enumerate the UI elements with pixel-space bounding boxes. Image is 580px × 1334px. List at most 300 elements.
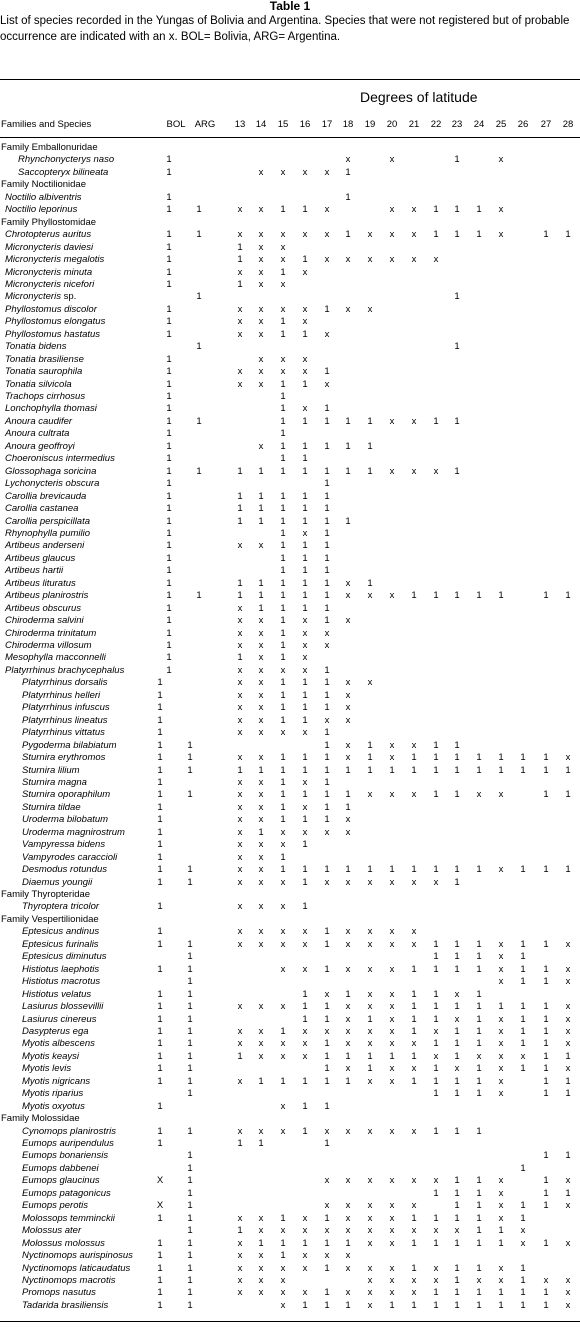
table-cell: x — [237, 316, 243, 328]
top-rule — [0, 79, 580, 80]
table-cell: 1 — [411, 1237, 417, 1249]
table-cell: 1 — [411, 590, 417, 602]
table-cell: 1 — [237, 278, 243, 290]
table-cell: x — [367, 1225, 373, 1237]
table-cell: 1 — [324, 689, 330, 701]
table-cell: x — [324, 1125, 330, 1137]
table-cell: 1 — [166, 590, 172, 602]
table-cell: 1 — [157, 1050, 163, 1062]
table-cell: x — [411, 1038, 417, 1050]
table-row — [0, 1150, 580, 1162]
table-cell: x — [498, 204, 504, 216]
table-cell: 1 — [411, 1212, 417, 1224]
table-cell: 1 — [280, 615, 286, 627]
table-row — [0, 1088, 580, 1100]
table-cell: 1 — [237, 490, 243, 502]
table-cell: x — [345, 615, 351, 627]
species-name — [5, 590, 88, 602]
column-header: 15 — [277, 119, 289, 130]
table-cell: x — [389, 1038, 395, 1050]
species-binomial: Platyrrhinus dorsalis — [22, 677, 108, 689]
table-cell: x — [454, 1063, 460, 1075]
table-cell: 1 — [520, 1025, 526, 1037]
table-cell: 1 — [157, 876, 163, 888]
table-row — [0, 279, 580, 291]
table-cell: x — [237, 1075, 243, 1087]
table-cell: x — [302, 926, 308, 938]
species-binomial: Micronycteris nicefori — [5, 278, 95, 290]
table-cell: 1 — [237, 1050, 243, 1062]
table-cell: 1 — [411, 1025, 417, 1037]
table-cell: 1 — [454, 1050, 460, 1062]
table-cell: 1 — [280, 602, 286, 614]
table-cell: x — [345, 254, 351, 266]
table-cell: x — [345, 752, 351, 764]
column-header: ARG — [194, 119, 216, 130]
table-cell: x — [565, 938, 571, 950]
table-cell: 1 — [520, 963, 526, 975]
species-name — [5, 516, 90, 528]
table-cell: 1 — [543, 1237, 549, 1249]
table-cell: 1 — [280, 1075, 286, 1087]
table-cell: 1 — [302, 1125, 308, 1137]
table-cell: x — [302, 316, 308, 328]
table-cell: 1 — [157, 1262, 163, 1274]
species-name — [22, 1063, 71, 1075]
table-cell: 1 — [166, 266, 172, 278]
species-name — [22, 1001, 103, 1013]
table-cell: 1 — [324, 1038, 330, 1050]
table-cell: x — [367, 1038, 373, 1050]
table-cell: 1 — [302, 1299, 308, 1311]
table-cell: 1 — [454, 963, 460, 975]
table-cell: 1 — [280, 540, 286, 552]
table-cell: 1 — [166, 316, 172, 328]
table-cell: x — [389, 1175, 395, 1187]
table-cell: 1 — [324, 739, 330, 751]
table-cell: 1 — [258, 1138, 264, 1149]
table-cell: 1 — [157, 727, 163, 739]
table-cell: 1 — [280, 503, 286, 515]
species-binomial: Nyctinomops laticaudatus — [22, 1262, 131, 1274]
table-cell: x — [389, 1200, 395, 1212]
table-row — [0, 154, 580, 166]
table-cell: x — [367, 590, 373, 602]
table-row — [0, 1175, 580, 1187]
table-cell: 1 — [433, 1287, 439, 1299]
table-cell: 1 — [543, 789, 549, 801]
table-cell: 1 — [345, 1050, 351, 1062]
table-cell: 1 — [324, 503, 330, 515]
species-name — [22, 939, 99, 951]
table-cell: 1 — [302, 590, 308, 602]
table-cell: 1 — [302, 565, 308, 577]
table-cell: 1 — [565, 1050, 571, 1062]
species-name — [5, 366, 82, 378]
table-cell: 1 — [476, 1287, 482, 1299]
table-cell: x — [258, 229, 264, 241]
table-cell: x — [543, 1274, 549, 1286]
table-row — [0, 453, 580, 465]
column-header: 25 — [495, 119, 507, 130]
table-cell: 1 — [196, 465, 202, 477]
table-cell: x — [280, 901, 286, 913]
table-cell: x — [411, 876, 417, 888]
species-name — [22, 1150, 108, 1162]
table-cell: 1 — [520, 864, 526, 876]
table-cell: 1 — [520, 976, 526, 988]
table-cell: x — [345, 303, 351, 315]
table-cell: 1 — [367, 465, 373, 477]
table-cell: x — [367, 1274, 373, 1286]
table-row — [0, 715, 580, 727]
table-cell: 1 — [157, 851, 163, 863]
species-name — [22, 1138, 114, 1150]
table-row — [0, 391, 580, 403]
species-binomial: Anoura caudifer — [5, 415, 73, 427]
table-cell: 1 — [324, 1063, 330, 1075]
table-cell: 1 — [543, 1088, 549, 1100]
table-row — [0, 1051, 580, 1063]
table-cell: 1 — [565, 229, 571, 241]
species-name — [22, 814, 108, 826]
table-cell: X — [156, 1200, 164, 1212]
table-cell: x — [565, 1013, 571, 1025]
table-cell: x — [367, 1001, 373, 1013]
table-cell: x — [324, 876, 330, 888]
table-cell: x — [237, 366, 243, 378]
table-cell: 1 — [498, 764, 504, 776]
table-cell: 1 — [367, 415, 373, 427]
species-binomial: Platyrrhinus infuscus — [22, 702, 110, 714]
species-binomial: Trachops cirrhosus — [5, 391, 86, 402]
table-cell: 1 — [324, 440, 330, 452]
table-cell: x — [302, 640, 308, 651]
table-cell: 1 — [302, 789, 308, 801]
table-cell: 1 — [187, 1150, 193, 1162]
table-cell: x — [345, 1001, 351, 1013]
table-cell: x — [498, 1038, 504, 1050]
table-cell: x — [345, 677, 351, 689]
table-cell: 1 — [187, 1075, 193, 1087]
species-binomial: Sturnira oporaphilum — [22, 789, 111, 801]
table-cell: 1 — [324, 490, 330, 502]
family-name: Family Thyropteridae — [1, 889, 91, 900]
table-cell: 1 — [411, 963, 417, 975]
table-cell: 1 — [543, 938, 549, 950]
table-cell: x — [237, 801, 243, 813]
table-cell: 1 — [520, 1274, 526, 1286]
table-row — [0, 752, 580, 764]
table-cell: 1 — [411, 1050, 417, 1062]
table-cell: 1 — [187, 752, 193, 764]
species-binomial: Carollia perspicillata — [5, 515, 91, 527]
table-cell: 1 — [302, 864, 308, 876]
species-binomial: Phyllostomus discolor — [5, 303, 97, 315]
table-cell: 1 — [454, 1237, 460, 1249]
species-binomial: Histiotus macrotus — [22, 976, 101, 988]
table-cell: x — [498, 1075, 504, 1087]
species-binomial: Mesophylla macconnelli — [5, 652, 106, 664]
table-row — [0, 939, 580, 951]
table-cell: x — [302, 353, 308, 365]
table-cell: 1 — [454, 789, 460, 801]
table-cell: 1 — [302, 876, 308, 888]
table-cell: 1 — [280, 453, 286, 465]
table-cell: x — [498, 154, 504, 166]
table-cell: 1 — [324, 1212, 330, 1224]
table-cell: 1 — [187, 1038, 193, 1050]
family-name: Family Emballonuridae — [1, 142, 98, 153]
table-cell: 1 — [157, 826, 163, 838]
table-cell: 1 — [187, 864, 193, 876]
table-cell: x — [433, 1225, 439, 1237]
table-title: Table 1 — [269, 0, 311, 13]
table-cell: 1 — [389, 764, 395, 776]
species-name — [5, 528, 90, 540]
table-cell: 1 — [166, 565, 172, 577]
table-cell: 1 — [187, 1013, 193, 1025]
table-cell: 1 — [280, 640, 286, 651]
table-cell: 1 — [157, 1001, 163, 1013]
species-name — [22, 1175, 100, 1187]
table-cell: 1 — [454, 1299, 460, 1311]
table-cell: 1 — [280, 801, 286, 813]
table-cell: 1 — [280, 789, 286, 801]
table-cell: 1 — [454, 1274, 460, 1286]
table-row — [0, 976, 580, 988]
species-name — [18, 167, 108, 179]
table-cell: x — [345, 1200, 351, 1212]
table-cell: x — [280, 303, 286, 315]
table-cell: x — [498, 229, 504, 241]
table-cell: 1 — [258, 503, 264, 515]
species-name — [5, 665, 124, 677]
table-cell: 1 — [433, 1063, 439, 1075]
species-name — [5, 229, 91, 241]
table-cell: 1 — [196, 415, 202, 427]
table-cell: 1 — [543, 1001, 549, 1013]
table-cell: 1 — [166, 403, 172, 415]
table-cell: x — [389, 988, 395, 1000]
species-name — [22, 1275, 115, 1287]
table-cell: 1 — [543, 1299, 549, 1311]
table-cell: 1 — [324, 1262, 330, 1274]
species-name — [22, 1287, 96, 1299]
table-row — [0, 640, 580, 652]
table-cell: x — [258, 801, 264, 813]
table-cell: 1 — [157, 1237, 163, 1249]
species-binomial: Eptesicus furinalis — [22, 938, 99, 950]
table-cell: 1 — [157, 801, 163, 813]
table-cell: 1 — [476, 864, 482, 876]
species-name — [5, 341, 66, 353]
species-binomial: Molossops temminckii — [22, 1212, 115, 1224]
table-cell: 1 — [433, 864, 439, 876]
table-cell: x — [280, 876, 286, 888]
species-binomial: Eptesicus andinus — [22, 926, 100, 938]
bottom-rule — [0, 1321, 580, 1322]
table-cell: 1 — [258, 602, 264, 614]
table-cell: 1 — [345, 864, 351, 876]
table-cell: 1 — [302, 577, 308, 589]
species-suffix: sp. — [60, 291, 77, 303]
table-cell: 1 — [324, 1138, 330, 1149]
table-cell: x — [237, 702, 243, 714]
table-cell: x — [498, 789, 504, 801]
table-cell: 1 — [280, 552, 286, 564]
table-cell: x — [389, 1225, 395, 1237]
table-row — [0, 1026, 580, 1038]
family-row — [0, 1113, 580, 1125]
species-name — [5, 578, 76, 590]
table-row — [0, 789, 580, 801]
table-cell: 1 — [157, 739, 163, 751]
table-cell: x — [237, 789, 243, 801]
table-cell: x — [324, 229, 330, 241]
table-cell: 1 — [345, 229, 351, 241]
table-cell: 1 — [345, 764, 351, 776]
species-binomial: Promops nasutus — [22, 1287, 96, 1299]
species-name — [22, 1238, 105, 1250]
table-cell: x — [302, 1212, 308, 1224]
table-cell: 1 — [433, 590, 439, 602]
table-row — [0, 354, 580, 366]
table-cell: 1 — [187, 1162, 193, 1174]
table-row — [0, 416, 580, 428]
species-binomial: Platyrrhinus lineatus — [22, 714, 108, 726]
table-cell: x — [345, 1175, 351, 1187]
table-cell: 1 — [187, 739, 193, 751]
table-cell: 1 — [302, 1237, 308, 1249]
table-cell: 1 — [166, 229, 172, 241]
species-name — [5, 652, 106, 664]
table-cell: x — [367, 938, 373, 950]
table-row — [0, 652, 580, 664]
table-cell: x — [345, 1225, 351, 1237]
table-cell: x — [476, 1050, 482, 1062]
table-cell: x — [411, 1063, 417, 1075]
species-name — [22, 1200, 88, 1212]
species-binomial: Tadarida brasiliensis — [22, 1299, 109, 1311]
table-cell: 1 — [520, 951, 526, 963]
table-row — [0, 1200, 580, 1212]
table-cell: x — [389, 204, 395, 216]
table-cell: 1 — [280, 590, 286, 602]
table-cell: x — [389, 229, 395, 241]
species-binomial: Artibeus hartii — [5, 565, 64, 577]
table-cell: x — [367, 789, 373, 801]
table-cell: x — [237, 1038, 243, 1050]
species-binomial: Uroderma bilobatum — [22, 814, 109, 826]
species-name — [5, 316, 105, 328]
table-cell: x — [258, 1225, 264, 1237]
table-cell: 1 — [324, 602, 330, 614]
table-cell: 1 — [324, 764, 330, 776]
table-cell: 1 — [166, 577, 172, 589]
table-cell: 1 — [433, 739, 439, 751]
table-cell: x — [367, 963, 373, 975]
table-cell: 1 — [345, 789, 351, 801]
table-row — [0, 540, 580, 552]
species-name — [22, 765, 80, 777]
table-cell: 1 — [324, 727, 330, 739]
table-cell: X — [156, 1175, 164, 1187]
table-cell: 1 — [433, 1001, 439, 1013]
table-cell: x — [237, 776, 243, 788]
table-cell: x — [433, 1262, 439, 1274]
table-cell: 1 — [302, 204, 308, 216]
table-row — [0, 316, 580, 328]
table-row — [0, 628, 580, 640]
table-cell: x — [302, 1025, 308, 1037]
table-cell: x — [565, 1175, 571, 1187]
table-cell: 1 — [324, 415, 330, 427]
table-row — [0, 864, 580, 876]
table-cell: x — [258, 1025, 264, 1037]
table-cell: 1 — [157, 839, 163, 851]
table-row — [0, 727, 580, 739]
table-cell: 1 — [454, 1262, 460, 1274]
table-cell: x — [389, 415, 395, 427]
table-cell: 1 — [324, 864, 330, 876]
table-cell: x — [389, 1262, 395, 1274]
table-cell: 1 — [157, 1212, 163, 1224]
table-cell: 1 — [157, 1025, 163, 1037]
table-cell: 1 — [166, 627, 172, 639]
table-cell: x — [411, 789, 417, 801]
table-cell: 1 — [187, 1212, 193, 1224]
species-binomial: Micronycteris daviesi — [5, 241, 94, 253]
table-cell: 1 — [389, 864, 395, 876]
table-row — [0, 702, 580, 714]
table-cell: 1 — [237, 254, 243, 266]
table-row — [0, 1101, 580, 1113]
table-cell: x — [237, 627, 243, 639]
table-cell: 1 — [454, 1088, 460, 1100]
family-row — [0, 179, 580, 191]
table-row — [0, 242, 580, 254]
species-name — [22, 1225, 81, 1237]
table-cell: 1 — [520, 938, 526, 950]
table-cell: x — [565, 752, 571, 764]
table-cell: x — [367, 1200, 373, 1212]
table-cell: x — [389, 1001, 395, 1013]
table-cell: 1 — [166, 515, 172, 527]
table-cell: 1 — [324, 465, 330, 477]
table-cell: x — [302, 826, 308, 838]
species-binomial: Dasypterus ega — [22, 1025, 89, 1037]
species-name — [22, 989, 91, 1001]
table-cell: 1 — [187, 876, 193, 888]
table-cell: 1 — [166, 366, 172, 378]
table-cell: x — [324, 627, 330, 639]
table-cell: 1 — [498, 1225, 504, 1237]
table-cell: x — [565, 1200, 571, 1212]
species-binomial: Tonatia bidens — [5, 341, 67, 353]
table-cell: x — [565, 1274, 571, 1286]
table-cell: x — [237, 1212, 243, 1224]
table-cell: 1 — [157, 776, 163, 788]
table-cell: x — [302, 303, 308, 315]
table-cell: x — [411, 415, 417, 427]
table-cell: 1 — [324, 801, 330, 813]
table-cell: x — [454, 1013, 460, 1025]
column-header: 13 — [234, 119, 246, 130]
table-cell: x — [324, 166, 330, 178]
species-name — [5, 540, 84, 552]
table-cell: 1 — [187, 1200, 193, 1212]
